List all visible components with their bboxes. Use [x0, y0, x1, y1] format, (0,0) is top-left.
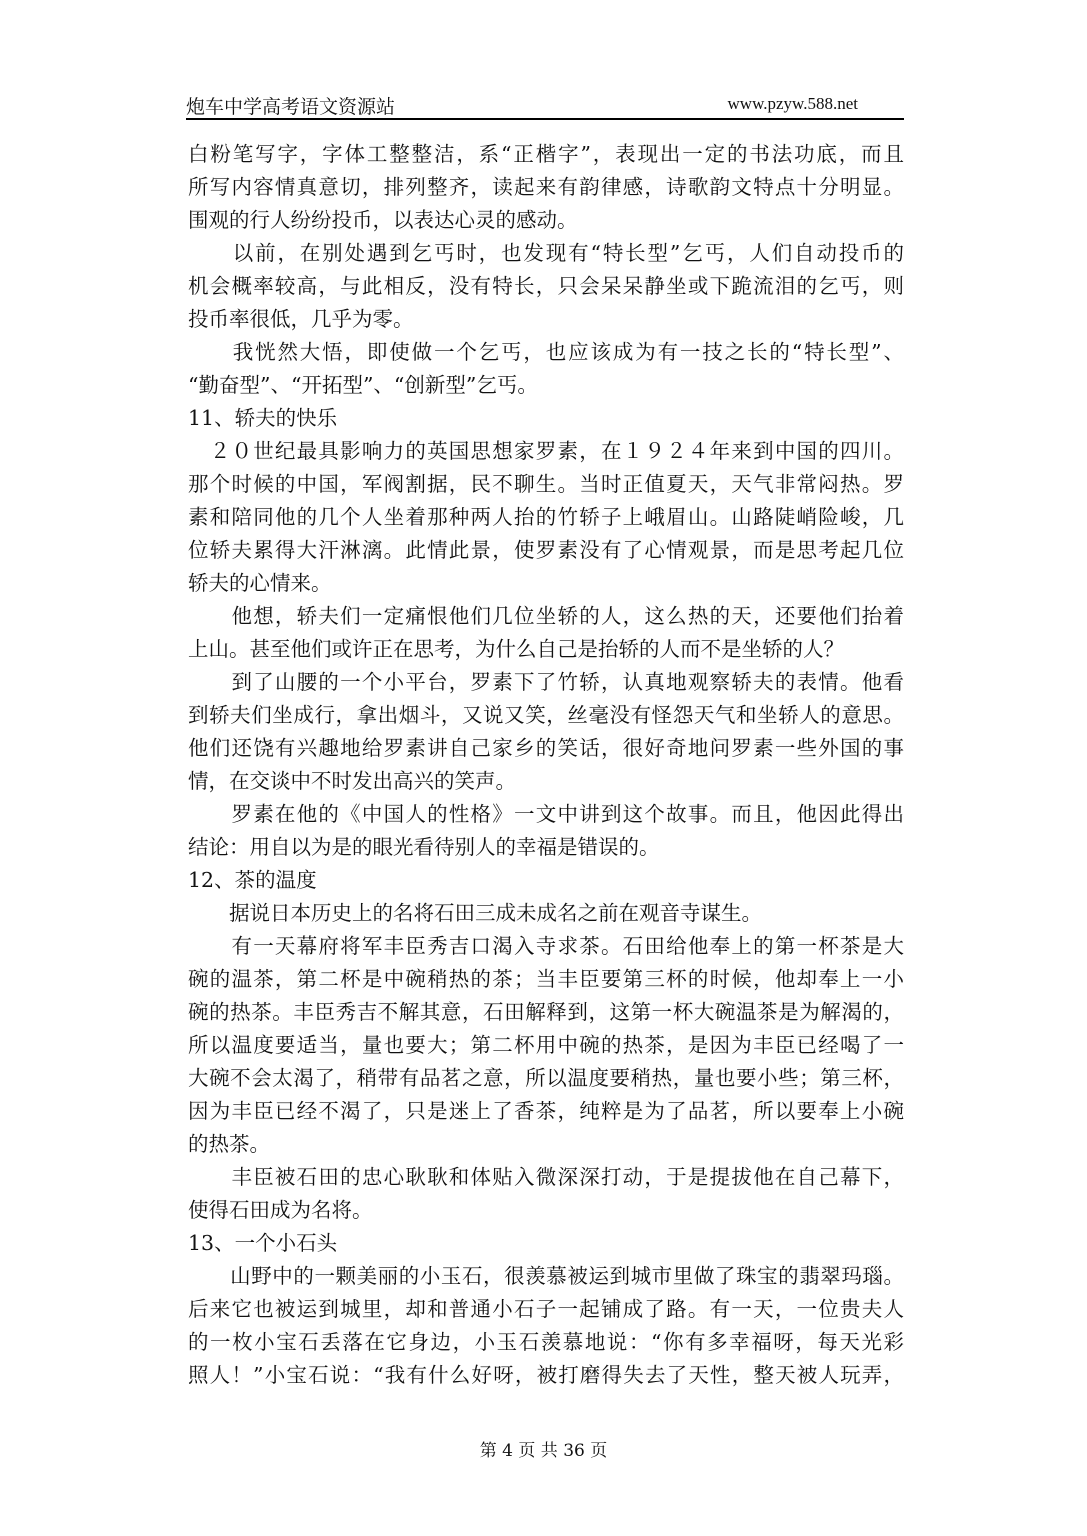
page-footer: 第 4 页 共 36 页	[479, 1441, 608, 1461]
document-body	[188, 138, 904, 1392]
text-line: 围观的行人纷纷投币，以表达心灵的感动。	[188, 208, 578, 232]
text-line: 13、一个小石头	[188, 1231, 338, 1255]
text-line: 到轿夫们坐成行，拿出烟斗，又说又笑，丝毫没有怪怨天气和坐轿人的意思。	[188, 703, 904, 727]
text-line: 机会概率较高，与此相反，没有特长，只会呆呆静坐或下跪流泪的乞丐，则	[188, 274, 904, 298]
text-line: 的一枚小宝石丢落在它身边，小玉石羡慕地说：“你有多幸福呀，每天光彩	[188, 1330, 904, 1354]
text-line: 所以温度要适当，量也要大；第二杯用中碗的热茶，是因为丰臣已经喝了一	[188, 1033, 904, 1057]
text-line: 结论：用自以为是的眼光看待别人的幸福是错误的。	[188, 835, 660, 859]
page-header	[186, 88, 904, 120]
text-line: 轿夫的心情来。	[188, 571, 332, 595]
text-line: “勤奋型”、“开拓型”、“创新型”乞丐。	[188, 373, 538, 397]
text-line: 那个时候的中国，军阀割据，民不聊生。当时正值夏天，天气非常闷热。罗	[188, 472, 904, 496]
text-line: 他想，轿夫们一定痛恨他们几位坐轿的人，这么热的天，还要他们抬着	[188, 604, 904, 628]
text-line: 所写内容情真意切，排列整齐，读起来有韵律感，诗歌韵文特点十分明显。	[188, 175, 904, 199]
text-line: 11、轿夫的快乐	[188, 406, 338, 430]
text-line: 有一天幕府将军丰臣秀吉口渴入寺求茶。石田给他奉上的第一杯茶是大	[188, 934, 904, 958]
header-url: www.pzyw.588.net	[727, 94, 858, 113]
text-line: 到了山腰的一个小平台，罗素下了竹轿，认真地观察轿夫的表情。他看	[188, 670, 904, 694]
text-line: 位轿夫累得大汗淋漓。此情此景，使罗素没有了心情观景，而是思考起几位	[188, 538, 904, 562]
text-line: 照人！”小宝石说：“我有什么好呀，被打磨得失去了天性，整天被人玩弄，	[188, 1363, 904, 1387]
text-line: 投币率很低，几乎为零。	[188, 307, 414, 331]
text-line: 白粉笔写字，字体工整整洁，系“正楷字”，表现出一定的书法功底，而且	[188, 142, 904, 166]
text-line: 他们还饶有兴趣地给罗素讲自己家乡的笑话，很好奇地问罗素一些外国的事	[188, 736, 904, 760]
text-line: 素和陪同他的几个人坐着那种两人抬的竹轿子上峨眉山。山路陡峭险峻，几	[188, 505, 904, 529]
text-line: 据说日本历史上的名将石田三成未成名之前在观音寺谋生。	[188, 901, 762, 925]
text-line: 碗的温茶，第二杯是中碗稍热的茶；当丰臣要第三杯的时候，他却奉上一小	[188, 967, 904, 991]
text-line: 的热茶。	[188, 1132, 270, 1156]
text-line: 情，在交谈中不时发出高兴的笑声。	[188, 769, 516, 793]
text-line: 使得石田成为名将。	[188, 1198, 373, 1222]
text-line: 丰臣被石田的忠心耿耿和体贴入微深深打动，于是提拔他在自己幕下，	[188, 1165, 904, 1189]
text-line: 后来它也被运到城里，却和普通小石子一起铺成了路。有一天，一位贵夫人	[188, 1297, 904, 1321]
header-site-name: 炮车中学高考语文资源站	[186, 96, 396, 118]
text-line: 碗的热茶。丰臣秀吉不解其意，石田解释到，这第一杯大碗温茶是为解渴的，	[188, 1000, 904, 1024]
text-line: 上山。甚至他们或许正在思考，为什么自己是抬轿的人而不是坐轿的人？	[188, 637, 844, 661]
text-line: 山野中的一颗美丽的小玉石，很羡慕被运到城市里做了珠宝的翡翠玛瑙。	[188, 1264, 904, 1288]
text-line: 以前，在别处遇到乞丐时，也发现有“特长型”乞丐，人们自动投币的	[188, 241, 904, 265]
text-line: 12、茶的温度	[188, 868, 317, 892]
text-line: ２０世纪最具影响力的英国思想家罗素，在１９２４年来到中国的四川。	[188, 439, 904, 463]
text-line: 大碗不会太渴了，稍带有品茗之意，所以温度要稍热，量也要小些；第三杯，	[188, 1066, 904, 1090]
text-line: 因为丰臣已经不渴了，只是迷上了香茶，纯粹是为了品茗，所以要奉上小碗	[188, 1099, 904, 1123]
text-line: 我恍然大悟，即使做一个乞丐，也应该成为有一技之长的“特长型”、	[188, 340, 904, 364]
text-line: 罗素在他的《中国人的性格》一文中讲到这个故事。而且，他因此得出	[188, 802, 904, 826]
